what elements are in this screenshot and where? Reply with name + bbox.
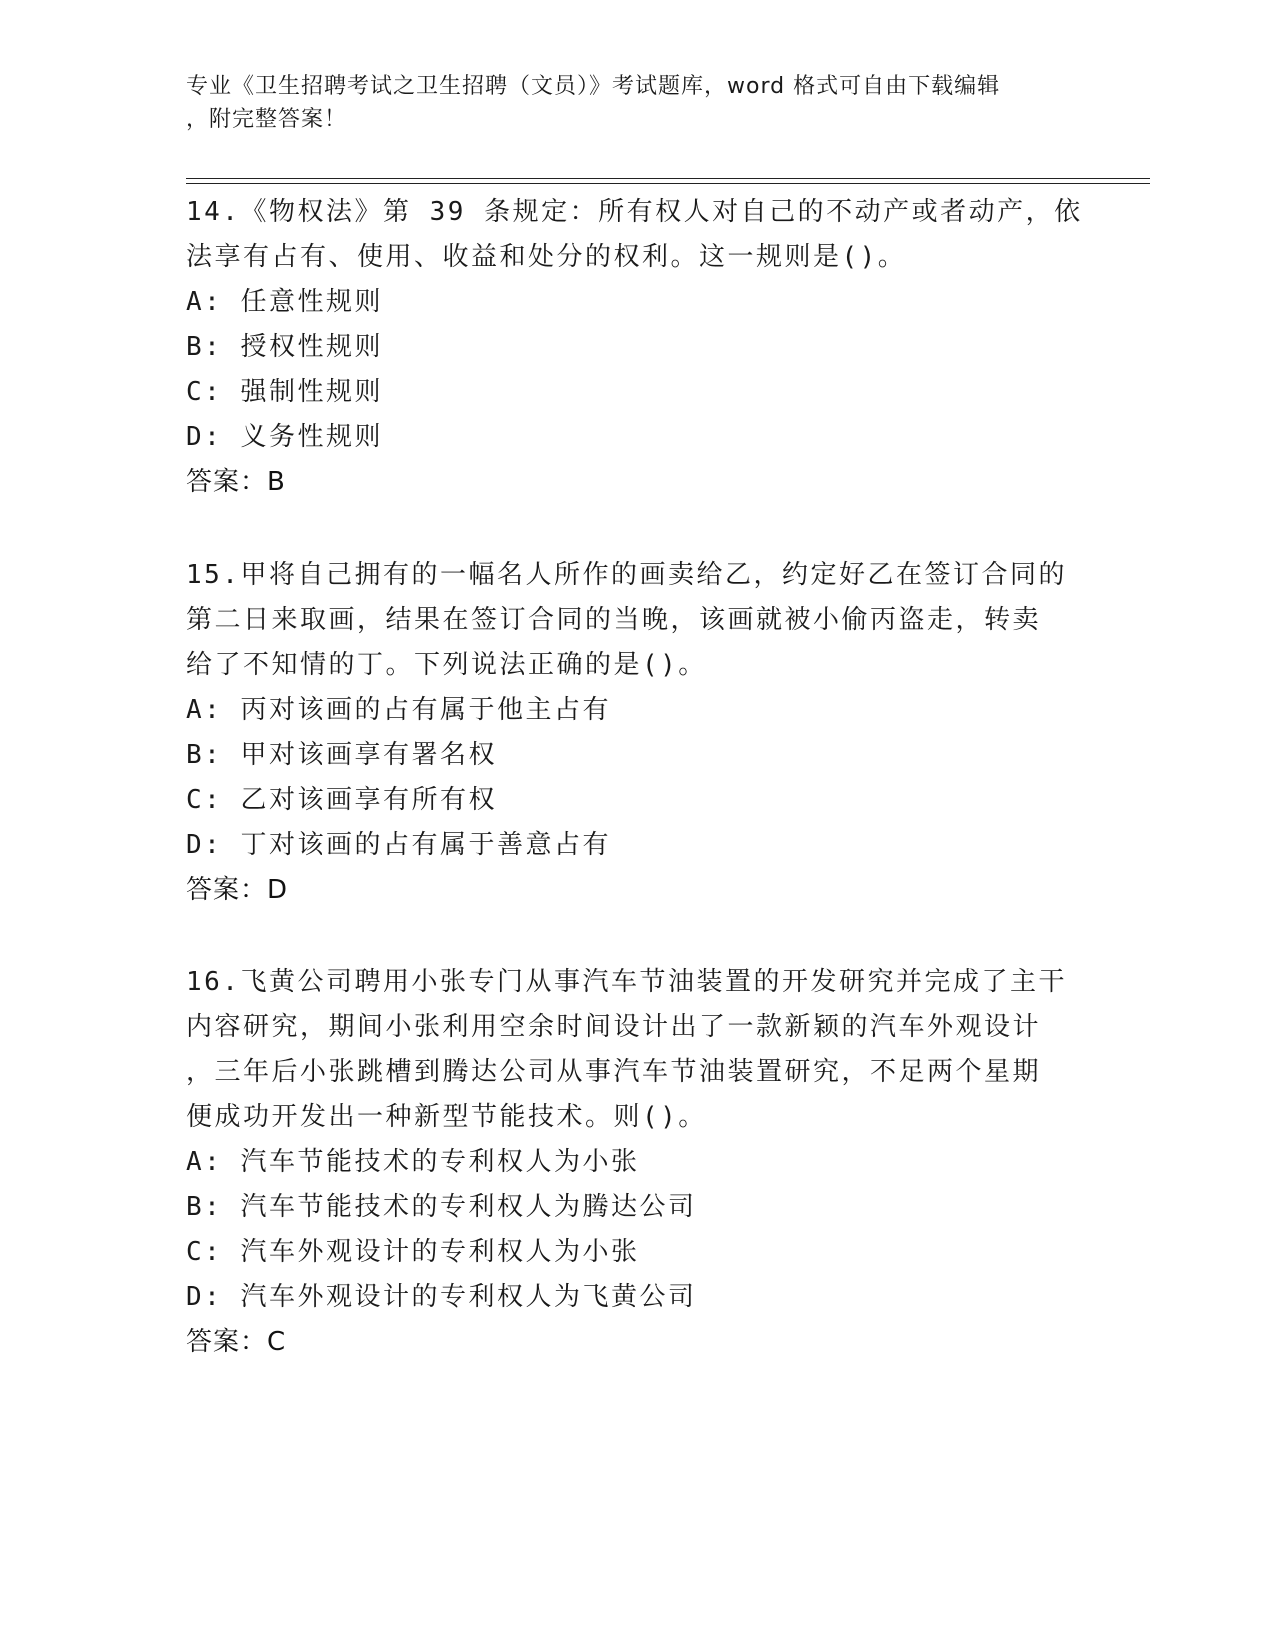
header-line-1: 专业《卫生招聘考试之卫生招聘（文员）》考试题库，word 格式可自由下载编辑 (186, 74, 1001, 99)
question-14 (186, 190, 1086, 505)
option-a: A: 丙对该画的占有属于他主占有 (186, 695, 611, 725)
option-b: B: 汽车节能技术的专利权人为腾达公司 (186, 1192, 697, 1222)
option-d: D: 汽车外观设计的专利权人为飞黄公司 (186, 1282, 697, 1312)
answer-line: 答案：D (186, 875, 289, 905)
option-a: A: 任意性规则 (186, 287, 383, 317)
stem-line: 法享有占有、使用、收益和处分的权利。这一规则是()。 (186, 242, 907, 272)
stem-line: ，三年后小张跳槽到腾达公司从事汽车节油装置研究，不足两个星期 (186, 1057, 1042, 1087)
option-b: B: 授权性规则 (186, 332, 383, 362)
option-c: C: 汽车外观设计的专利权人为小张 (186, 1237, 640, 1267)
question-stem (186, 190, 1086, 280)
document-header (186, 70, 1066, 136)
stem-line: 14.《物权法》第 39 条规定：所有权人对自己的不动产或者动产，依 (186, 197, 1083, 227)
answer-line: 答案：B (186, 467, 286, 497)
header-divider-bottom (186, 183, 1150, 184)
stem-line: 16.飞黄公司聘用小张专门从事汽车节油装置的开发研究并完成了主干 (186, 967, 1067, 997)
option-c: C: 乙对该画享有所有权 (186, 785, 497, 815)
stem-line: 给了不知情的丁。下列说法正确的是()。 (186, 650, 707, 680)
question-stem (186, 553, 1086, 688)
option-a: A: 汽车节能技术的专利权人为小张 (186, 1147, 640, 1177)
option-b: B: 甲对该画享有署名权 (186, 740, 497, 770)
header-divider-top (186, 178, 1150, 179)
option-d: D: 丁对该画的占有属于善意占有 (186, 830, 611, 860)
stem-line: 第二日来取画，结果在签订合同的当晚，该画就被小偷丙盗走，转卖 (186, 605, 1042, 635)
question-stem (186, 960, 1086, 1140)
answer-line: 答案：C (186, 1327, 287, 1357)
question-15 (186, 553, 1086, 913)
option-c: C: 强制性规则 (186, 377, 383, 407)
option-d: D: 义务性规则 (186, 422, 383, 452)
stem-line: 内容研究，期间小张利用空余时间设计出了一款新颖的汽车外观设计 (186, 1012, 1042, 1042)
stem-line: 15.甲将自己拥有的一幅名人所作的画卖给乙，约定好乙在签订合同的 (186, 560, 1067, 590)
header-line-2: ，附完整答案！ (186, 107, 348, 132)
question-16 (186, 960, 1086, 1365)
stem-line: 便成功开发出一种新型节能技术。则()。 (186, 1102, 707, 1132)
